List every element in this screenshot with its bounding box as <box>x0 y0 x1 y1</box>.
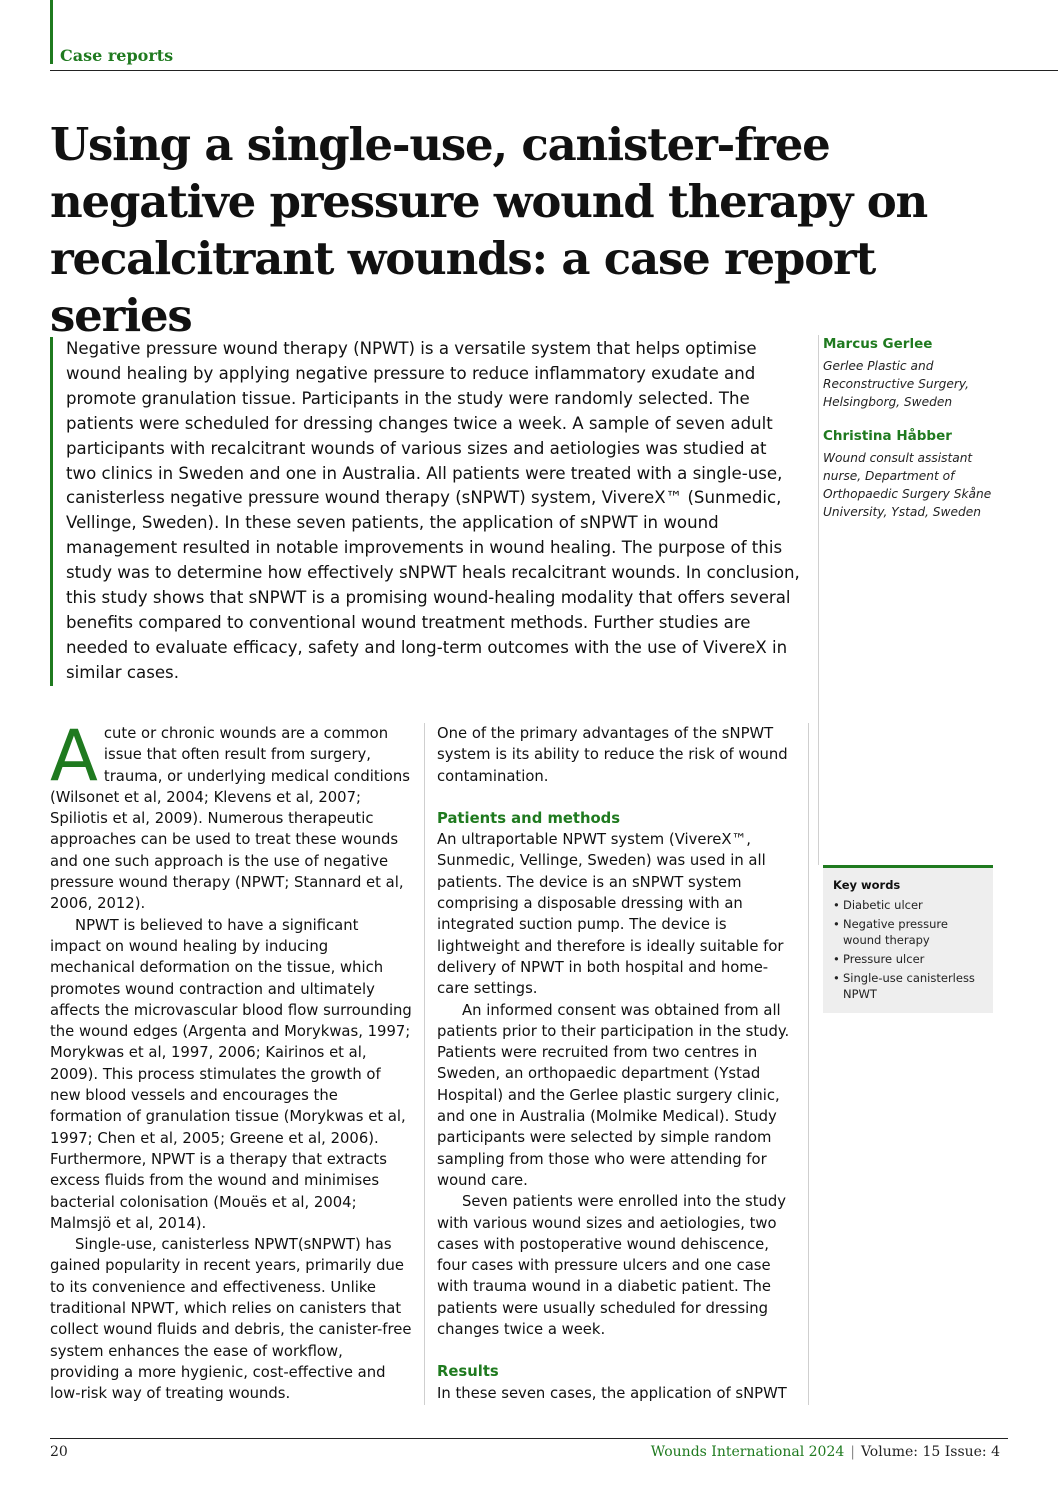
body-paragraph: In these seven cases, the application of sNPWT <box>437 1384 787 1402</box>
body-column-2 <box>437 723 793 1404</box>
author-name: Christina Håbber <box>823 428 952 444</box>
author-name: Marcus Gerlee <box>823 336 933 352</box>
author-affiliation: Gerlee Plastic and Reconstructive Surgery, Helsingborg, Sweden <box>823 359 970 409</box>
paragraph-text: cute or chronic wounds are a common issue that often result from surgery, trauma, or underlying medical conditions (Wilsonet et al, 2004; Klevens et al, 2007; Spiliotis et al, 2009). Numerous therapeutic approaches can be used to treat these wounds and one such approach is the use of negative pressure wound therapy (NPWT; Stannard et al, 2006, 2012). <box>50 725 410 913</box>
body-paragraph: An ultraportable NPWT system (VivereX™, Sunmedic, Vellinge, Sweden) was used in all patients. The device is an sNPWT system comprising a disposable dressing with an integrated suction pump. The device is lightweight and therefore is ideally suitable for delivery of NPWT in both hospital and home-care settings. <box>437 831 784 998</box>
keywords-title: Key words <box>833 878 901 892</box>
footer-divider <box>50 1438 1008 1439</box>
footer-citation <box>651 1444 1000 1460</box>
body-paragraph: NPWT is believed to have a significant impact on wound healing by inducing mechanical deformation on the tissue, which promotes wound contraction and ultimately affects the microvascular blood flow surrounding the wound edges (Argenta and Morykwas, 1997; Morykwas et al, 1997, 2006; Kairinos et al, 2009). This process stimulates the growth of new blood vessels and encourages the formation of granulation tissue (Morykwas et al, 1997; Chen et al, 2005; Greene et al, 2006). Furthermore, NPWT is a therapy that extracts excess fluids from the wound and minimises bacterial colonisation (Mouës et al, 2004; Malmsjö et al, 2014). <box>50 916 412 1232</box>
keywords-box <box>823 865 993 1013</box>
drop-cap: A <box>50 715 98 797</box>
article-title: Using a single-use, canister-free negative pressure wound therapy on recalcitrant wounds: a case report series <box>50 118 928 342</box>
sidebar-divider <box>818 335 819 865</box>
keyword-item: • Single-use canisterless NPWT <box>833 970 983 1002</box>
author-affiliation: Wound consult assistant nurse, Department of Orthopaedic Surgery Skåne University, Ystad, Sweden <box>823 451 992 519</box>
header-divider <box>50 70 1058 71</box>
footer-issue: Volume: 15 Issue: 4 <box>860 1444 1000 1460</box>
footer-separator: | <box>850 1444 855 1460</box>
page-number: 20 <box>50 1444 68 1460</box>
column-divider <box>424 723 425 1405</box>
subheading-results: Results <box>437 1363 499 1381</box>
column-divider <box>808 723 809 1405</box>
keyword-item: • Diabetic ulcer <box>833 897 983 913</box>
footer-journal: Wounds International 2024 <box>650 1444 845 1460</box>
body-paragraph: Single-use, canisterless NPWT(sNPWT) has gained popularity in recent years, primarily due to its convenience and effectiveness. Unlike traditional NPWT, which relies on canisters that collect wound fluids and debris, the canister-free system enhances the ease of workflow, providing a more hygienic, cost-effective and low-risk way of treating wounds. <box>50 1236 412 1403</box>
header-accent-bar <box>50 0 53 64</box>
body-column-1 <box>50 715 412 1405</box>
keywords-list <box>833 897 983 1002</box>
subheading-patients-methods: Patients and methods <box>437 809 621 827</box>
body-paragraph: Seven patients were enrolled into the study with various wound sizes and aetiologies, two cases with postoperative wound dehiscence, four cases with pressure ulcers and one case with trauma wound in a diabetic patient. The patients were usually scheduled for dressing changes twice a week. <box>437 1193 787 1339</box>
body-paragraph: An informed consent was obtained from all patients prior to their participation in the study. Patients were recruited from two centres in Sweden, an orthopaedic department (Ystad Hospital) and the Gerlee plastic surgery clinic, and one in Australia (Molmike Medical). Study participants were selected by simple random sampling from those who were attending for wound care. <box>437 1001 790 1189</box>
section-label: Case reports <box>60 46 174 65</box>
abstract: Negative pressure wound therapy (NPWT) is a versatile system that helps optimise wound healing by applying negative pressure to reduce inflammatory exudate and promote granulation tissue. Participants in the study were randomly selected. The patients were scheduled for dressing changes twice a week. A sample of seven adult participants with recalcitrant wounds of various sizes and aetiologies was studied at two clinics in Sweden and one in Australia. All patients were treated with a single-use, canisterless negative pressure wound therapy (sNPWT) system, ViverеX™ (Sunmedic, Vellinge, Sweden). In these seven patients, the application of sNPWT in wound management resulted in notable improvements in wound healing. The purpose of this study was to determine how effectively sNPWT heals recalcitrant wounds. In conclusion, this study shows that sNPWT is a promising wound-healing modality that offers several benefits compared to conventional wound treatment methods. Further studies are needed to evaluate efficacy, safety and long-term outcomes with the use of VivereX in similar cases. <box>50 337 802 686</box>
keyword-item: • Pressure ulcer <box>833 951 983 967</box>
body-paragraph <box>50 715 412 915</box>
keyword-item: • Negative pressure wound therapy <box>833 916 983 948</box>
body-paragraph: One of the primary advantages of the sNPWT system is its ability to reduce the risk of wound contamination. <box>437 725 788 785</box>
authors-block <box>823 335 1003 537</box>
